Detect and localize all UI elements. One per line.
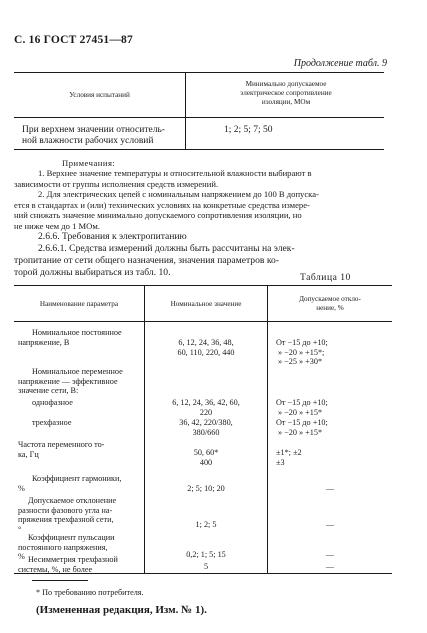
cell-line: ной влажности рабочих условий: [22, 136, 154, 146]
table10-row-frequency-name: [18, 440, 144, 459]
table10-row-single-phase-nominal: [145, 398, 267, 417]
cell-line: 6, 12, 24, 36, 48,: [178, 338, 234, 347]
notes-heading: Примечания:: [62, 158, 116, 168]
cell-line: °: [18, 524, 22, 534]
table10-row-frequency-deviation: [276, 448, 390, 467]
cell-line: Номинальное переменное: [32, 367, 123, 376]
cell-line: 50, 60*: [193, 448, 219, 457]
cell-line: Допускаемое отклонение: [28, 496, 117, 505]
table10-row-three-phase-name: [32, 418, 144, 428]
header-line: Допускаемое откло-: [299, 295, 361, 303]
cell-line: ±3: [276, 457, 285, 467]
table10-top-rule: [14, 285, 392, 286]
table10-row-single-phase-deviation: [276, 398, 390, 417]
table9-header-conditions: Условия испытаний: [69, 91, 130, 99]
cell-line: напряжение — эффективное: [18, 376, 118, 386]
table10-row-dc-name: [18, 328, 144, 347]
cell-line: 60, 110, 220, 440: [177, 347, 235, 357]
table10-row-phase-angle-name: [18, 496, 144, 534]
table10-row-single-phase-name: [32, 398, 144, 408]
cell-line: разности фазового угла на-: [18, 505, 113, 515]
page-header: С. 16 ГОСТ 27451—87: [14, 34, 133, 46]
table10-row-asymmetry-name: [18, 555, 144, 574]
table9-bottom-rule: [14, 149, 384, 150]
note-2-line-1: 2. Для электрических цепей с номинальным напряжением до 100 В допуска-: [38, 189, 319, 199]
cell-line: 220: [199, 407, 213, 417]
header-line: изоляции, МОм: [261, 98, 311, 106]
header-line: Минимально допускаемое: [245, 80, 327, 88]
cell-line: пряжения трехфазной сети,: [18, 515, 114, 525]
cell-line: системы, %, не более: [18, 564, 93, 574]
cell-line: Несимметрия трехфазной: [28, 555, 118, 564]
table9-resistance-value: 1; 2; 5; 7; 50: [224, 125, 273, 135]
table10-row-asymmetry-nominal: 5: [203, 562, 209, 571]
cell-line: напряжение, В: [18, 337, 70, 347]
cell-line: трехфазное: [32, 418, 72, 427]
table10-row-harmonic-name: [18, 474, 144, 493]
cell-line: 380/660: [192, 427, 220, 437]
cell-line: » −25 » +30*: [278, 357, 323, 367]
header-line: электрическое сопротивление: [240, 89, 332, 97]
section-line-3: торой должны выбираться из табл. 10.: [14, 267, 171, 278]
cell-line: При верхнем значении относитель-: [22, 125, 165, 135]
section-heading: 2.6.6. Требования к электропитанию: [38, 231, 187, 242]
table10-row-harmonic-nominal: 2; 5; 10; 20: [187, 484, 225, 493]
table10-caption: Таблица 10: [300, 272, 351, 283]
table10-row-phase-angle-nominal: 1; 2; 5: [195, 520, 217, 529]
note-2-line-2: ется в стандартах и (или) технических условиях на конкретные средства измере-: [14, 199, 310, 210]
table10-row-harmonic-deviation: —: [325, 484, 335, 493]
cell-line: От −15 до +10;: [276, 398, 328, 407]
cell-line: Коэффициент пульсации: [28, 533, 115, 542]
table10-header-rule: [14, 321, 392, 322]
table10-divider-2: [267, 286, 268, 573]
table10-header-name: Наименование параметра: [39, 300, 119, 308]
table10-row-ac-name: [18, 367, 144, 396]
table9-column-divider: [185, 73, 186, 149]
table10-row-asymmetry-deviation: —: [325, 562, 335, 571]
table10-row-dc-nominal: [145, 338, 267, 357]
table10-row-ripple-deviation: —: [325, 550, 335, 559]
cell-line: » −20 » +15*: [278, 407, 323, 417]
table9-top-rule: [14, 72, 384, 73]
note-1-line-2: зависимости от группы исполнения средств измерений.: [14, 178, 219, 189]
table10-row-frequency-nominal: [145, 448, 267, 467]
cell-line: Частота переменного то-: [18, 440, 105, 449]
cell-line: От −15 до +10;: [276, 338, 328, 347]
cell-line: %: [18, 483, 25, 493]
table9-condition-cell: [22, 125, 184, 147]
table10-row-phase-angle-deviation: —: [325, 520, 335, 529]
table9-header-rule: [14, 117, 384, 118]
table-continuation-label: Продолжение табл. 9: [293, 58, 387, 69]
cell-line: От −15 до +10;: [276, 418, 328, 427]
cell-line: 36, 42, 220/380,: [179, 418, 233, 427]
cell-line: Коэффициент гармоники,: [32, 474, 122, 483]
note-2-line-4: не ниже чем до 1 МОм.: [14, 220, 100, 231]
table10-row-three-phase-deviation: [276, 418, 390, 437]
table9-header-resistance: [188, 80, 384, 107]
table10-header-deviation: [268, 295, 392, 313]
cell-line: Номинальное постоянное: [32, 328, 122, 337]
cell-line: ±1*; ±2: [276, 448, 302, 457]
cell-line: однофазное: [32, 398, 73, 407]
cell-line: » −20 » +15*: [278, 427, 323, 437]
amendment-note: (Измененная редакция, Изм. № 1).: [36, 604, 207, 616]
table10-row-ripple-nominal: 0,2; 1; 5; 15: [186, 550, 226, 559]
cell-line: 400: [199, 457, 213, 467]
table10-header-nominal: Номинальное значение: [170, 300, 242, 308]
cell-line: » −20 » +15*;: [278, 347, 325, 357]
cell-line: %: [18, 552, 25, 562]
section-line-1: 2.6.6.1. Средства измерений должны быть рассчитаны на элек-: [38, 243, 295, 254]
cell-line: ка, Гц: [18, 449, 39, 459]
cell-line: значение сети, В:: [18, 386, 79, 396]
table10-row-dc-deviation: [276, 338, 390, 367]
footnote-rule: [32, 580, 88, 581]
note-1-line-1: 1. Верхнее значение температуры и относительной влажности выбирают в: [38, 168, 312, 178]
table10-row-three-phase-nominal: [145, 418, 267, 437]
header-line: нение, %: [316, 304, 344, 312]
note-2-line-3: ний снижать значение минимально допускаемого сопротивления изоляции, но: [14, 210, 302, 220]
footnote: * По требованию потребителя.: [36, 588, 144, 597]
section-line-2: тропитание от сети общего назначения, значения параметров ко-: [14, 255, 279, 266]
cell-line: постоянного напряжения,: [18, 542, 108, 552]
cell-line: 6, 12, 24, 36, 42, 60,: [172, 398, 240, 407]
